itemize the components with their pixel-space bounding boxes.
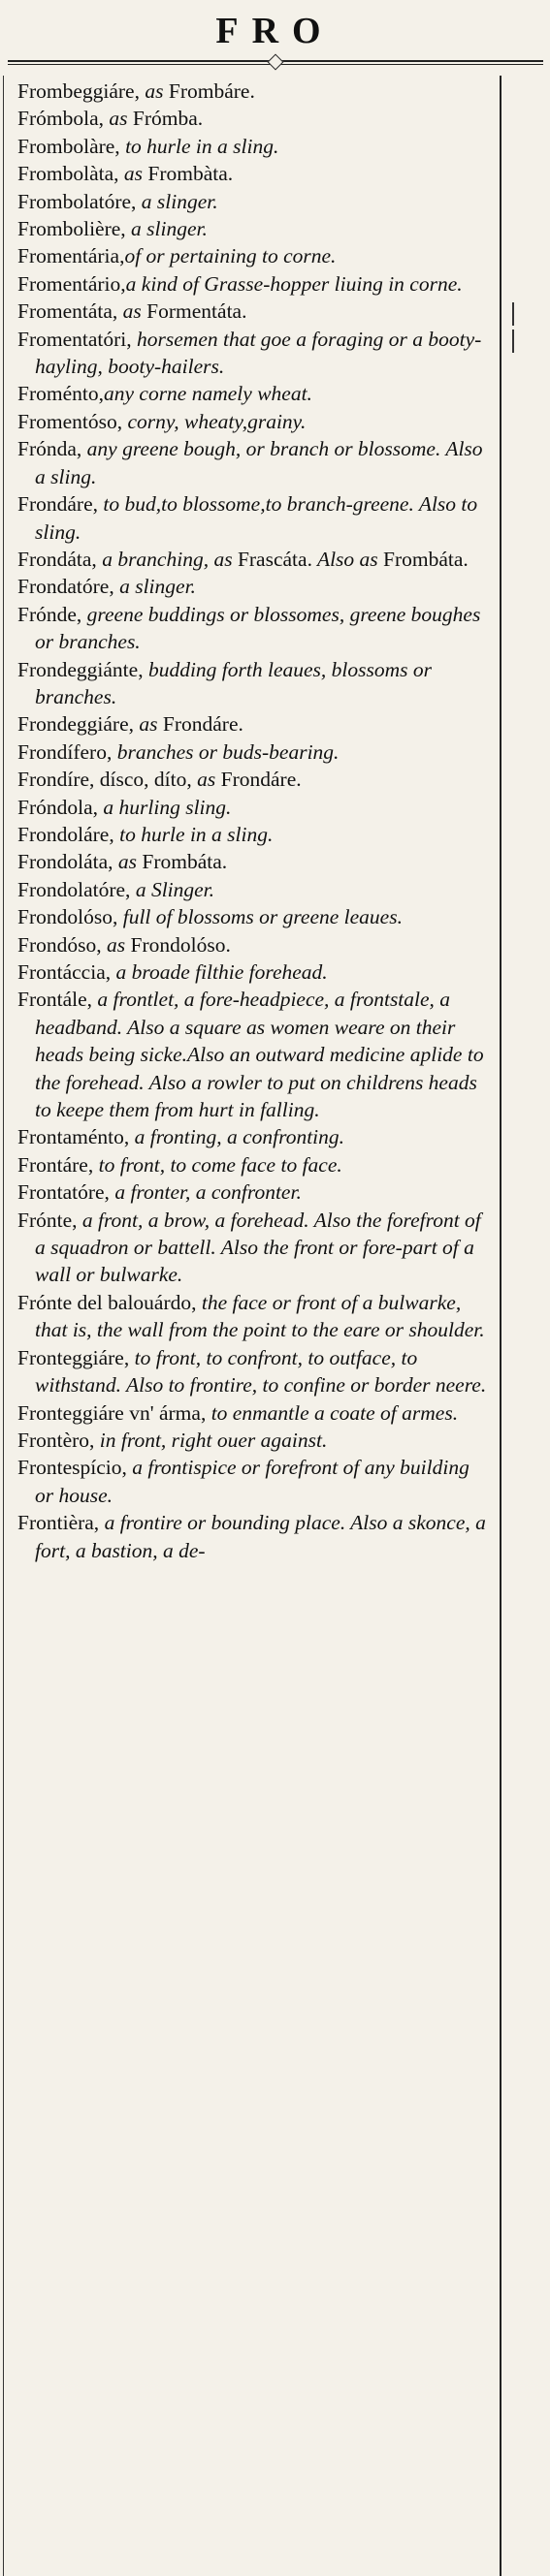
definition: budding forth leaues, blossoms or branches. <box>35 657 433 708</box>
dictionary-entry <box>17 1151 493 1178</box>
headword: Frondolóso, <box>17 905 118 929</box>
dictionary-entry <box>17 298 493 325</box>
definition: branches or buds-bearing. <box>112 739 340 764</box>
dictionary-entry <box>17 133 493 160</box>
definition: to hurle in a sling. <box>113 822 274 846</box>
cross-reference: Frascáta. <box>237 547 312 571</box>
dictionary-entry <box>17 105 493 132</box>
dictionary-entry <box>17 78 493 105</box>
gutter-mark <box>512 302 514 326</box>
cross-reference: Frondáre. <box>162 712 243 737</box>
definition: as <box>117 299 147 324</box>
definition: a broade filthie forehead. <box>111 960 328 984</box>
dictionary-entry <box>17 1509 493 1564</box>
dictionary-entry <box>17 903 493 930</box>
dictionary-entry <box>17 546 493 573</box>
definition: as <box>134 712 163 737</box>
definition: horsemen that goe a foraging or a booty-hayling, booty-hailers. <box>35 327 482 379</box>
dictionary-entry <box>17 710 493 738</box>
headword: Frondóso, <box>17 932 102 957</box>
dictionary-entry <box>17 1289 493 1344</box>
definition: a frontispice or forefront of any building or house. <box>35 1456 469 1507</box>
headword: Frondoláta, <box>17 850 113 874</box>
dictionary-entry <box>17 931 493 958</box>
dictionary-entry <box>17 435 493 490</box>
definition: a Slinger. <box>130 877 215 901</box>
cross-reference: Frombàta. <box>147 162 234 186</box>
dictionary-entry <box>17 1344 493 1399</box>
dictionary-entry <box>17 490 493 546</box>
definition: of or pertaining to corne. <box>124 244 337 268</box>
dictionary-entry <box>17 766 493 793</box>
headword: Fronteggiáre, <box>17 1345 130 1369</box>
dictionary-entry <box>17 958 493 986</box>
headword: Frombolàre, <box>17 134 120 158</box>
page-header <box>0 0 550 76</box>
dictionary-entry <box>17 380 493 407</box>
headword: Fromentatóri, <box>17 327 132 351</box>
cross-reference: Frondáre. <box>220 768 302 792</box>
headword: Fróndola, <box>17 795 99 819</box>
headword: Frontespício, <box>17 1456 127 1480</box>
dictionary-entry <box>17 794 493 821</box>
dictionary-entry <box>17 242 493 269</box>
dictionary-entry <box>17 876 493 903</box>
dictionary-entry <box>17 601 493 656</box>
dictionary-entry <box>17 573 493 600</box>
headword: Frontatóre, <box>17 1180 110 1205</box>
definition: a fronting, a confronting. <box>129 1125 345 1149</box>
definition: to hurle in a sling. <box>119 134 279 158</box>
dictionary-entry <box>17 408 493 435</box>
cross-reference: Formentáta. <box>146 299 247 324</box>
headword: Frondoláre, <box>17 822 114 846</box>
dictionary-entry <box>17 270 493 298</box>
definition: to enmantle a coate of armes. <box>206 1400 459 1425</box>
definition: a slinger. <box>125 217 208 241</box>
headword: Frontèro, <box>17 1428 95 1452</box>
headword: Frónte del balouárdo, <box>17 1290 197 1314</box>
definition: greene buddings or blossomes, greene boughes or branches. <box>35 602 481 654</box>
headword: Fromentáta, <box>17 299 118 324</box>
definition: a hurling sling. <box>98 795 232 819</box>
definition: a frontlet, a fore-headpiece, a frontstale, a headband. Also a square as women weare on their heads being sicke.Also an outward medicine aplide to the forehead. Also a rowler to put on childrens heads to keepe them from hurt in falling. <box>35 988 484 1122</box>
headword: Frontaménto, <box>17 1125 130 1149</box>
dictionary-column <box>17 78 493 1564</box>
headword: Froménto, <box>17 382 104 406</box>
dictionary-entry <box>17 848 493 875</box>
dictionary-entry <box>17 160 493 187</box>
cross-reference: Frondolóso. <box>130 932 231 957</box>
headword: Frondeggiáre, <box>17 712 135 737</box>
headword: Frónda, <box>17 437 82 461</box>
cross-reference: Frombáta. <box>142 850 228 874</box>
headword: Frondeggiánte, <box>17 657 144 681</box>
headword: Frondatóre, <box>17 575 114 599</box>
dictionary-entry <box>17 188 493 215</box>
headword: Frontále, <box>17 988 93 1012</box>
definition: as <box>191 768 221 792</box>
definition: to front, to come face to face. <box>93 1152 342 1177</box>
definition: full of blossoms or greene leaues. <box>117 905 403 929</box>
definition: as <box>101 932 131 957</box>
definition: as <box>103 107 133 131</box>
rule-ornament-icon <box>268 54 284 71</box>
headword: Frondolatóre, <box>17 877 131 901</box>
headword: Frónde, <box>17 602 82 626</box>
headword: Frondíre, <box>17 768 95 792</box>
headword: Frontáre, <box>17 1152 94 1177</box>
definition: the face or front of a bulwarke, that is, the wall from the point to the eare or shoulder. <box>35 1290 485 1342</box>
cross-reference: Frómba. <box>132 107 204 131</box>
running-head: FRO <box>215 11 335 51</box>
headword: Frondáta, <box>17 547 97 571</box>
definition: a front, a brow, a forehead. Also the forefront of a squadron or battell. Also the front or fore-part of a wall or bulwarke. <box>35 1208 481 1287</box>
definition: in front, right ouer against. <box>94 1428 328 1452</box>
headword: Frondáre, <box>17 492 98 517</box>
dictionary-entry <box>17 1207 493 1289</box>
dictionary-entry <box>17 326 493 381</box>
cross-reference: Frombáta. <box>383 547 469 571</box>
definition: a slinger. <box>136 189 218 213</box>
headword: Frombolatóre, <box>17 189 137 213</box>
definition: a slinger. <box>113 575 196 599</box>
dictionary-entry <box>17 1399 493 1427</box>
headword: Frontièra, <box>17 1511 100 1535</box>
headword: Frontáccia, <box>17 960 112 984</box>
column-left-rule <box>3 76 4 2576</box>
headword: Frondífero, <box>17 739 113 764</box>
cross-reference: dísco, díto, <box>94 768 192 792</box>
dictionary-entry <box>17 1454 493 1509</box>
dictionary-entry <box>17 1178 493 1206</box>
definition: a fronter, a confronter. <box>109 1180 302 1205</box>
headword: Frombeggiáre, <box>17 79 140 103</box>
definition: as <box>118 162 148 186</box>
headword: Frómbola, <box>17 107 104 131</box>
definition: Also as <box>311 547 384 571</box>
definition: corny, wheaty,grainy. <box>122 409 307 433</box>
dictionary-entry <box>17 738 493 766</box>
headword: Frónte, <box>17 1208 78 1232</box>
headword: Fromentóso, <box>17 409 123 433</box>
cross-reference: Frombáre. <box>168 79 255 103</box>
dictionary-entry <box>17 1427 493 1454</box>
gutter-mark <box>512 330 514 353</box>
column-right-rule <box>500 76 501 2576</box>
definition: as <box>139 79 169 103</box>
definition: a branching, as <box>96 547 238 571</box>
definition: any greene bough, or branch or blossome. Also a sling. <box>35 437 483 488</box>
dictionary-entry <box>17 821 493 848</box>
headword: Frombolièrе, <box>17 217 126 241</box>
definition: to front, to confront, to outface, to withstand. Also to frontire, to confine or border neere. <box>35 1345 487 1398</box>
definition: a frontire or bounding place. Also a skonce, a fort, a bastion, a de- <box>35 1511 486 1562</box>
definition: as <box>113 850 143 874</box>
headword: Frombolàta, <box>17 162 119 186</box>
headword: Fromentária, <box>17 244 125 268</box>
definition: any corne namely wheat. <box>103 382 312 406</box>
definition: a kind of Grasse-hopper liuing in corne. <box>125 271 463 296</box>
headword: Fronteggiáre vn' árma, <box>17 1400 207 1425</box>
dictionary-entry <box>17 656 493 711</box>
dictionary-entry <box>17 986 493 1123</box>
dictionary-entry <box>17 1123 493 1150</box>
definition: to bud,to blossome,to branch-greene. Also to sling. <box>35 492 478 544</box>
dictionary-entry <box>17 215 493 242</box>
headword: Fromentário, <box>17 271 126 296</box>
